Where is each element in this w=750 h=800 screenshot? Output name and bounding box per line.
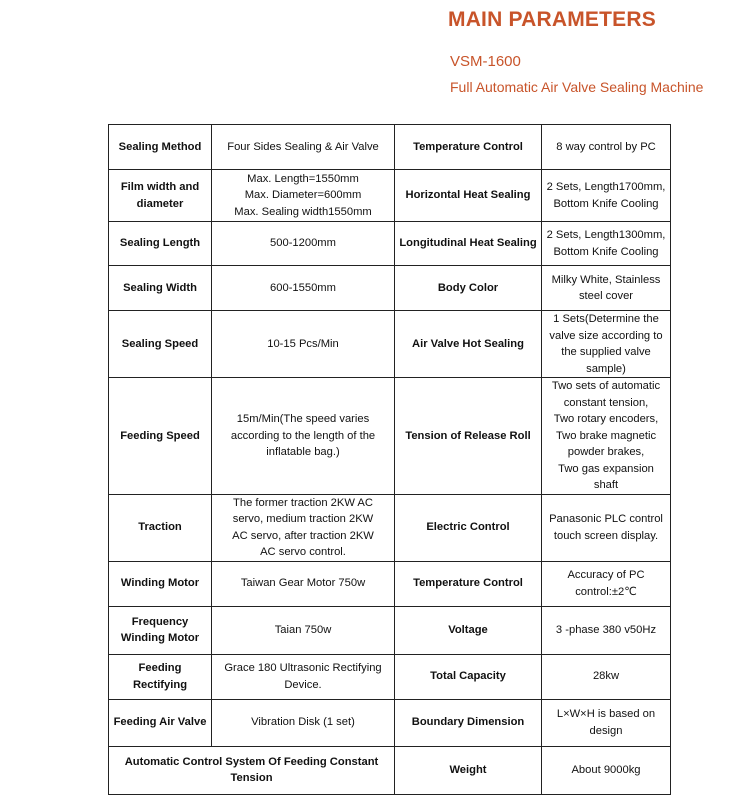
parameter-label: Total Capacity: [395, 654, 542, 699]
parameter-label: Sealing Width: [109, 266, 212, 311]
table-row: [109, 222, 671, 266]
parameter-value: Accuracy of PC control:±2℃: [542, 561, 671, 606]
parameter-label: Feeding Rectifying: [109, 654, 212, 699]
parameter-value: Taian 750w: [212, 606, 395, 654]
parameter-value: L×W×H is based on design: [542, 699, 671, 746]
parameter-value: Grace 180 Ultrasonic Rectifying Device.: [212, 654, 395, 699]
table-row: [109, 561, 671, 606]
parameter-value: 500-1200mm: [212, 222, 395, 266]
parameter-value: Milky White, Stainless steel cover: [542, 266, 671, 311]
parameter-label: Voltage: [395, 606, 542, 654]
table-row: [109, 311, 671, 378]
parameter-value: 2 Sets, Length1300mm, Bottom Knife Cooling: [542, 222, 671, 266]
machine-name: Full Automatic Air Valve Sealing Machine: [450, 79, 704, 95]
parameter-label: Traction: [109, 494, 212, 561]
parameter-label: Sealing Speed: [109, 311, 212, 378]
parameter-label: Temperature Control: [395, 125, 542, 170]
parameter-value: Taiwan Gear Motor 750w: [212, 561, 395, 606]
parameter-value: Max. Length=1550mm Max. Diameter=600mm Max. Sealing width1550mm: [212, 170, 395, 222]
parameter-label: Body Color: [395, 266, 542, 311]
parameter-value: 3 -phase 380 v50Hz: [542, 606, 671, 654]
parameter-value: Panasonic PLC control touch screen display.: [542, 494, 671, 561]
parameter-label: Tension of Release Roll: [395, 378, 542, 495]
table-row: [109, 699, 671, 746]
page-title: MAIN PARAMETERS: [448, 8, 656, 31]
parameter-label: Boundary Dimension: [395, 699, 542, 746]
parameter-value: About 9000kg: [542, 746, 671, 794]
table-row: [109, 654, 671, 699]
parameter-label: Film width and diameter: [109, 170, 212, 222]
parameter-value: 10-15 Pcs/Min: [212, 311, 395, 378]
parameter-value: The former traction 2KW AC servo, medium traction 2KW AC servo, after traction 2KW AC servo control.: [212, 494, 395, 561]
parameter-value: Two sets of automatic constant tension, Two rotary encoders, Two brake magnetic powder brakes, Two gas expansion shaft: [542, 378, 671, 495]
model-number: VSM-1600: [450, 53, 521, 70]
parameter-label: Electric Control: [395, 494, 542, 561]
parameter-label: Automatic Control System Of Feeding Constant Tension: [109, 746, 395, 794]
parameter-value: 8 way control by PC: [542, 125, 671, 170]
parameter-label: Sealing Length: [109, 222, 212, 266]
parameter-label: Air Valve Hot Sealing: [395, 311, 542, 378]
parameters-table: [108, 124, 671, 795]
parameter-label: Sealing Method: [109, 125, 212, 170]
parameter-label: Frequency Winding Motor: [109, 606, 212, 654]
table-row: [109, 125, 671, 170]
table-row: [109, 378, 671, 495]
table-row: [109, 170, 671, 222]
parameter-value: Four Sides Sealing & Air Valve: [212, 125, 395, 170]
parameter-label: Winding Motor: [109, 561, 212, 606]
parameter-value: 600-1550mm: [212, 266, 395, 311]
parameter-value: Vibration Disk (1 set): [212, 699, 395, 746]
parameter-label: Weight: [395, 746, 542, 794]
parameter-label: Horizontal Heat Sealing: [395, 170, 542, 222]
table-row: [109, 746, 671, 794]
parameter-value: 2 Sets, Length1700mm, Bottom Knife Cooling: [542, 170, 671, 222]
table-row: [109, 266, 671, 311]
parameter-value: 28kw: [542, 654, 671, 699]
parameters-table-body: [109, 125, 671, 795]
parameter-label: Feeding Air Valve: [109, 699, 212, 746]
parameter-label: Longitudinal Heat Sealing: [395, 222, 542, 266]
table-row: [109, 606, 671, 654]
table-row: [109, 494, 671, 561]
parameter-label: Feeding Speed: [109, 378, 212, 495]
parameter-label: Temperature Control: [395, 561, 542, 606]
parameter-value: 15m/Min(The speed varies according to the length of the inflatable bag.): [212, 378, 395, 495]
parameter-value: 1 Sets(Determine the valve size according to the supplied valve sample): [542, 311, 671, 378]
